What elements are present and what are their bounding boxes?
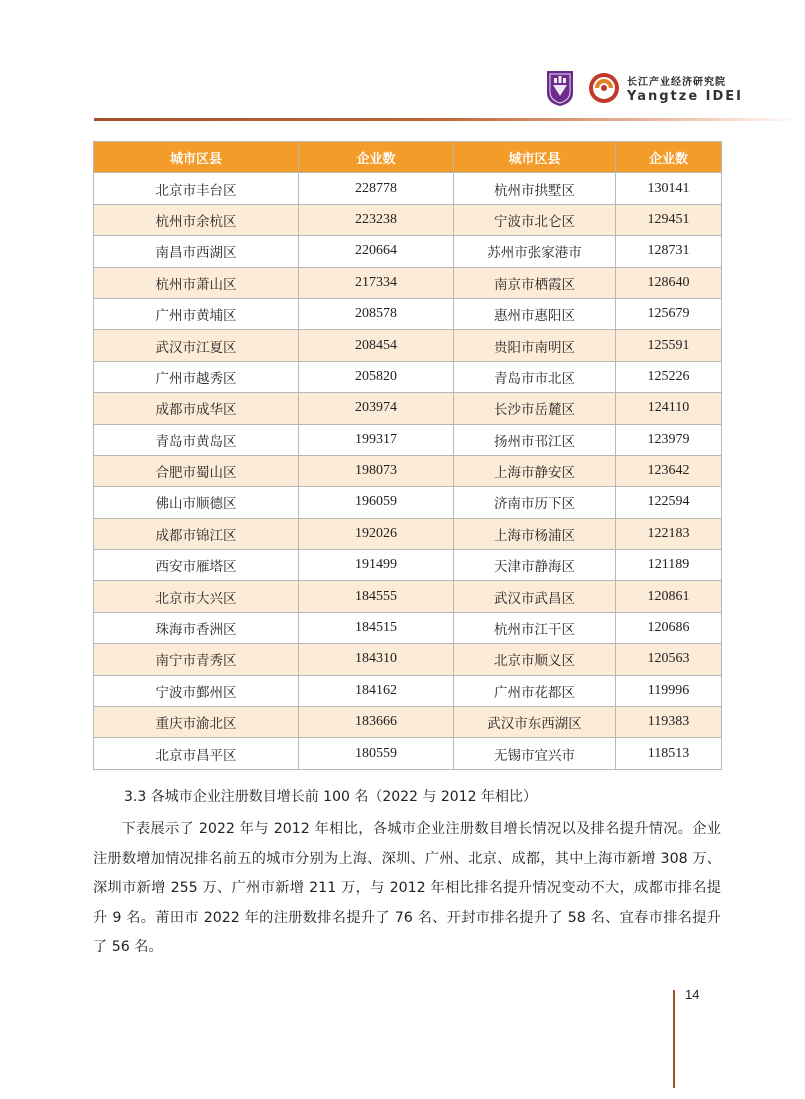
header-rule — [94, 118, 801, 121]
district-enterprise-table — [93, 141, 722, 770]
district-cell: 西安市雁塔区 — [94, 550, 299, 581]
enterprise-count-cell: 199317 — [299, 424, 454, 455]
enterprise-count-cell: 208578 — [299, 298, 454, 329]
enterprise-count-cell: 223238 — [299, 204, 454, 235]
district-cell: 扬州市邗江区 — [454, 424, 616, 455]
body-paragraph: 下表展示了 2022 年与 2012 年相比，各城市企业注册数目增长情况以及排名提升情况。企业注册数增加情况排名前五的城市分别为上海、深圳、广州、北京、成都，其中上海市新增 308 万、深圳市新增 255 万、广州市新增 211 万，与 2012 年相比排名提升情况变动不大，成都市排名提升 9 名。莆田市 2022 年的注册数排名提升了 76 名、开封市排名提升了 58 名、宜春市排名提升了 56 名。 — [93, 821, 721, 955]
district-cell: 上海市杨浦区 — [454, 518, 616, 549]
enterprise-count-cell: 123642 — [616, 455, 722, 486]
column-header-district: 城市区县 — [454, 142, 616, 173]
enterprise-count-cell: 125226 — [616, 361, 722, 392]
district-cell: 佛山市顺德区 — [94, 487, 299, 518]
district-cell: 北京市丰台区 — [94, 173, 299, 204]
district-cell: 贵阳市南明区 — [454, 330, 616, 361]
column-header-count: 企业数 — [299, 142, 454, 173]
table-row — [94, 393, 722, 424]
district-cell: 武汉市东西湖区 — [454, 707, 616, 738]
district-cell: 重庆市渝北区 — [94, 707, 299, 738]
table-row — [94, 204, 722, 235]
table-row — [94, 236, 722, 267]
enterprise-count-cell: 184515 — [299, 612, 454, 643]
district-cell: 广州市越秀区 — [94, 361, 299, 392]
institute-logo-icon — [589, 73, 619, 103]
district-cell: 南京市栖霞区 — [454, 267, 616, 298]
enterprise-count-cell: 124110 — [616, 393, 722, 424]
district-cell: 无锡市宜兴市 — [454, 738, 616, 769]
district-cell: 杭州市萧山区 — [94, 267, 299, 298]
table-row — [94, 675, 722, 706]
table-row — [94, 581, 722, 612]
enterprise-count-cell: 184555 — [299, 581, 454, 612]
brand-name-cn: 长江产业经济研究院 — [627, 76, 726, 88]
district-cell: 青岛市市北区 — [454, 361, 616, 392]
enterprise-count-cell: 208454 — [299, 330, 454, 361]
district-cell: 杭州市余杭区 — [94, 204, 299, 235]
district-cell: 宁波市鄞州区 — [94, 675, 299, 706]
enterprise-count-cell: 191499 — [299, 550, 454, 581]
enterprise-count-cell: 220664 — [299, 236, 454, 267]
enterprise-count-cell: 130141 — [616, 173, 722, 204]
district-cell: 杭州市拱墅区 — [454, 173, 616, 204]
brand-text — [627, 73, 743, 104]
header-logos — [545, 66, 743, 110]
brand-name-en: Yangtze IDEI — [627, 88, 744, 104]
enterprise-count-cell: 203974 — [299, 393, 454, 424]
enterprise-count-cell: 192026 — [299, 518, 454, 549]
table-row — [94, 424, 722, 455]
enterprise-count-cell: 119996 — [616, 675, 722, 706]
section-heading: 3.3 各城市企业注册数目增长前 100 名（2022 与 2012 年相比） — [124, 789, 537, 805]
table-row — [94, 361, 722, 392]
district-cell: 青岛市黄岛区 — [94, 424, 299, 455]
enterprise-count-cell: 119383 — [616, 707, 722, 738]
table-row — [94, 518, 722, 549]
table-row — [94, 267, 722, 298]
table-row — [94, 644, 722, 675]
table-row — [94, 487, 722, 518]
table-row — [94, 298, 722, 329]
district-cell: 武汉市江夏区 — [94, 330, 299, 361]
enterprise-count-cell: 122183 — [616, 518, 722, 549]
district-cell: 宁波市北仑区 — [454, 204, 616, 235]
column-header-district: 城市区县 — [94, 142, 299, 173]
enterprise-count-cell: 183666 — [299, 707, 454, 738]
district-cell: 广州市黄埔区 — [94, 298, 299, 329]
district-cell: 北京市大兴区 — [94, 581, 299, 612]
enterprise-count-cell: 180559 — [299, 738, 454, 769]
district-cell: 北京市顺义区 — [454, 644, 616, 675]
enterprise-count-cell: 125679 — [616, 298, 722, 329]
district-cell: 南昌市西湖区 — [94, 236, 299, 267]
enterprise-count-cell: 122594 — [616, 487, 722, 518]
district-cell: 武汉市武昌区 — [454, 581, 616, 612]
enterprise-count-cell: 129451 — [616, 204, 722, 235]
district-cell: 杭州市江干区 — [454, 612, 616, 643]
enterprise-count-cell: 184162 — [299, 675, 454, 706]
table-row — [94, 455, 722, 486]
district-cell: 成都市锦江区 — [94, 518, 299, 549]
table-header-row — [94, 142, 722, 173]
district-cell: 北京市昌平区 — [94, 738, 299, 769]
district-cell: 合肥市蜀山区 — [94, 455, 299, 486]
district-cell: 南宁市青秀区 — [94, 644, 299, 675]
page-number-rule — [673, 990, 675, 1088]
enterprise-count-cell: 196059 — [299, 487, 454, 518]
district-cell: 济南市历下区 — [454, 487, 616, 518]
table-row — [94, 173, 722, 204]
enterprise-count-cell: 128640 — [616, 267, 722, 298]
enterprise-count-cell: 184310 — [299, 644, 454, 675]
district-cell: 上海市静安区 — [454, 455, 616, 486]
district-cell: 天津市静海区 — [454, 550, 616, 581]
enterprise-count-cell: 123979 — [616, 424, 722, 455]
district-cell: 长沙市岳麓区 — [454, 393, 616, 424]
table-row — [94, 330, 722, 361]
enterprise-count-cell: 120563 — [616, 644, 722, 675]
enterprise-count-cell: 118513 — [616, 738, 722, 769]
table-row — [94, 550, 722, 581]
column-header-count: 企业数 — [616, 142, 722, 173]
district-cell: 珠海市香洲区 — [94, 612, 299, 643]
table-row — [94, 707, 722, 738]
district-cell: 成都市成华区 — [94, 393, 299, 424]
enterprise-count-cell: 198073 — [299, 455, 454, 486]
enterprise-count-cell: 125591 — [616, 330, 722, 361]
district-cell: 惠州市惠阳区 — [454, 298, 616, 329]
table-row — [94, 738, 722, 769]
enterprise-count-cell: 120686 — [616, 612, 722, 643]
table-body — [94, 173, 722, 769]
district-cell: 广州市花都区 — [454, 675, 616, 706]
enterprise-count-cell: 120861 — [616, 581, 722, 612]
enterprise-count-cell: 121189 — [616, 550, 722, 581]
enterprise-count-cell: 205820 — [299, 361, 454, 392]
enterprise-count-cell: 128731 — [616, 236, 722, 267]
enterprise-count-cell: 228778 — [299, 173, 454, 204]
district-cell: 苏州市张家港市 — [454, 236, 616, 267]
university-seal-icon — [545, 69, 575, 107]
page-number: 14 — [685, 987, 700, 1002]
table-row — [94, 612, 722, 643]
enterprise-count-cell: 217334 — [299, 267, 454, 298]
